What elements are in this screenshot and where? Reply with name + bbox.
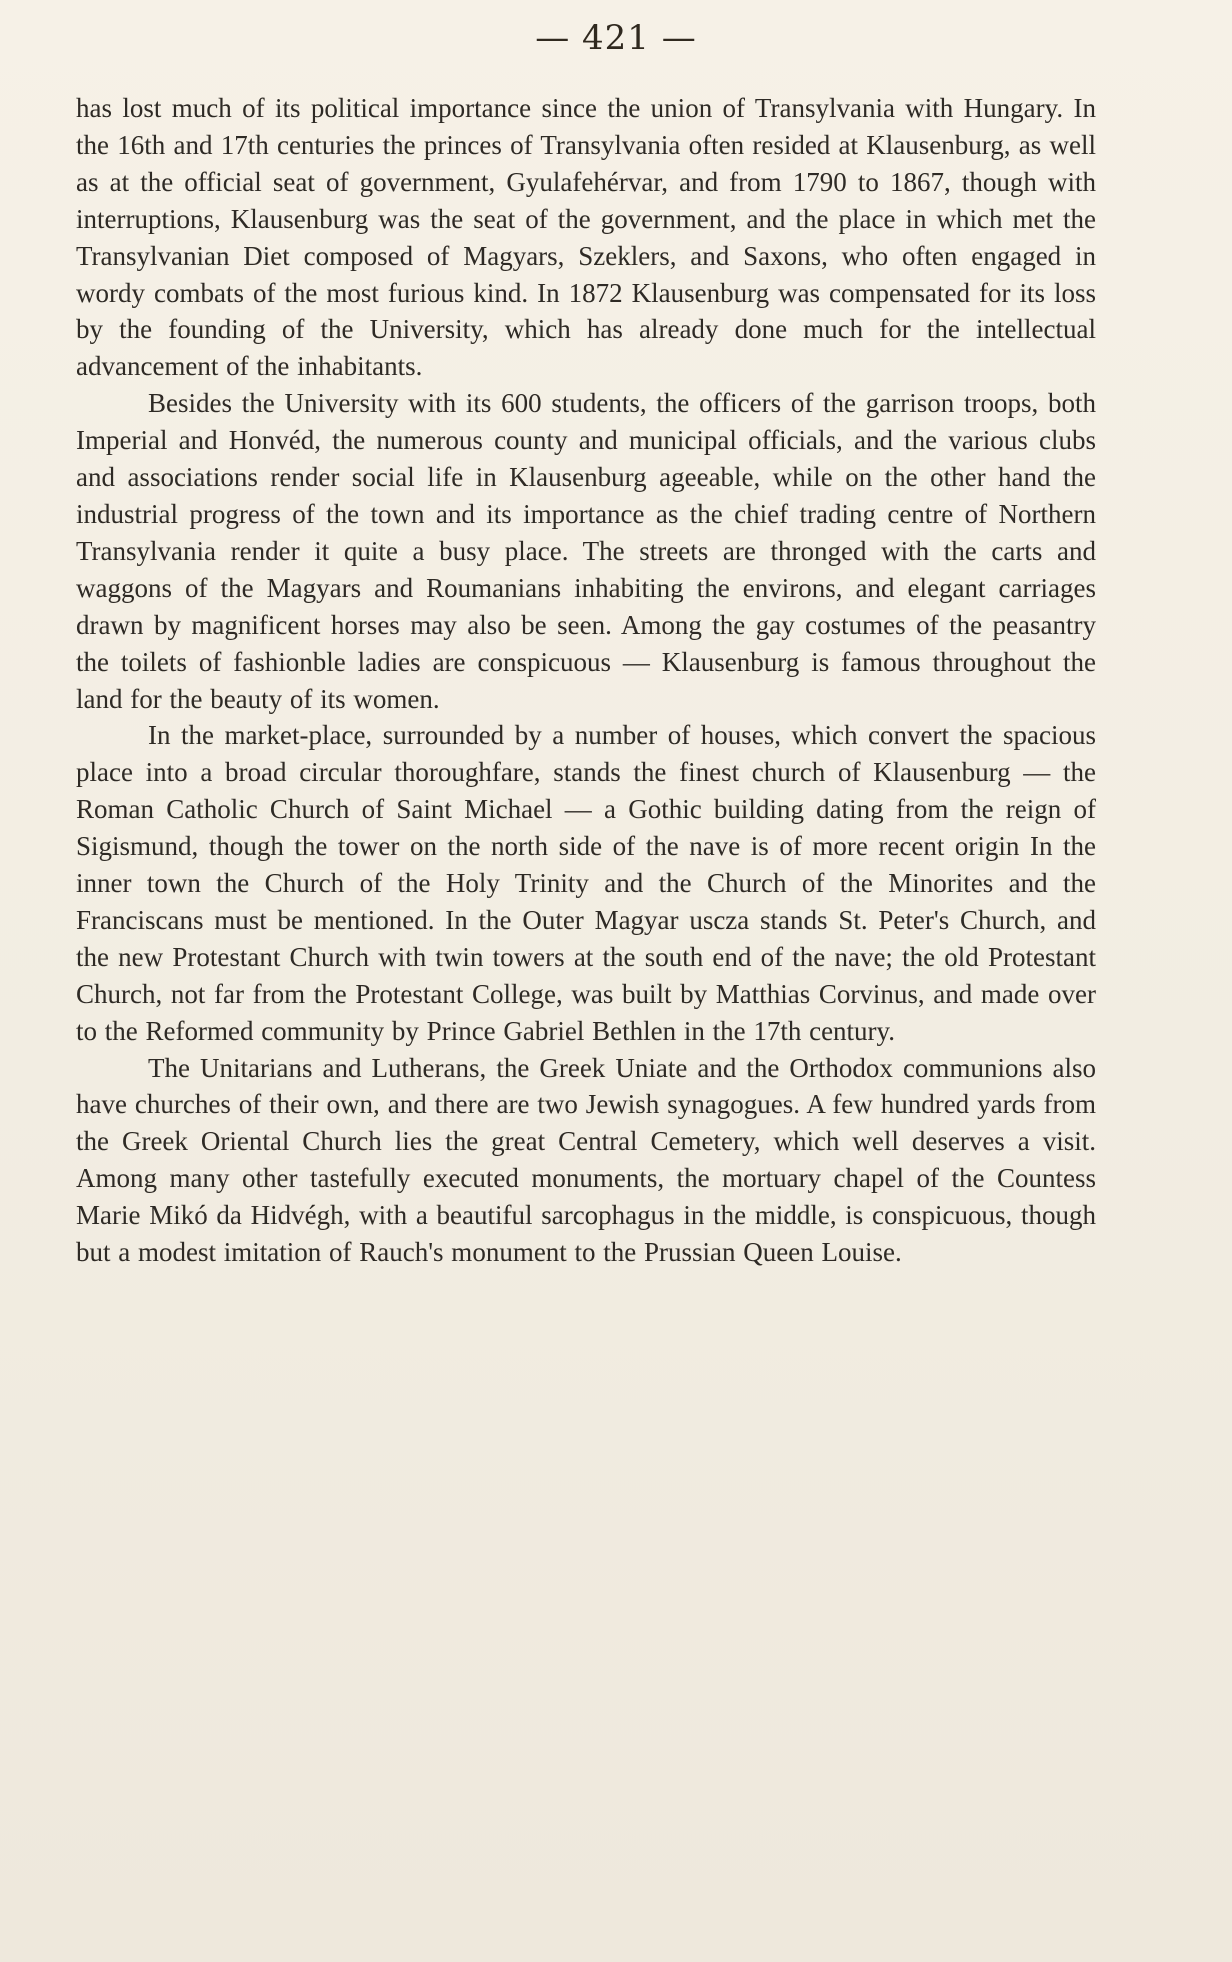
page-number: — 421 — [535, 18, 697, 58]
paragraph-4: The Unitarians and Lutherans, the Greek Uniate and the Orthodox communions also have churches of their own, and there are two Jewish synagogues. A few hundred yards from the Greek Oriental Church lies the great Central Cemetery, which well deserves a visit. Among many other tastefully executed monuments, the mortuary chapel of the Countess Marie Mikó da Hidvégh, with a beautiful sarcophagus in the middle, is conspicuous, though but a modest imitation of Rauch's monument to the Prussian Queen Louise. [76, 1052, 1096, 1268]
paragraph-3: In the market-place, surrounded by a number of houses, which convert the spacious place into a broad circular thoroughfare, stands the finest church of Klausenburg — the Roman Catholic Church of Saint Michael — a Gothic building dating from the reign of Sigismund, though the tower on the north side of the nave is of more recent origin In the inner town the Church of the Holy Trinity and the Church of the Minorites and the Franciscans must be mentioned. In the Outer Magyar uscza stands St. Peter's Church, and the new Protestant Church with twin towers at the south end of the nave; the old Protestant Church, not far from the Protestant College, was built by Matthias Corvinus, and made over to the Reformed community by Prince Gabriel Bethlen in the 17th century. [76, 720, 1096, 1046]
paragraph-1: has lost much of its political importance since the union of Transylvania with Hungary. In the 16th and 17th centuries the princes of Transylvania often resided at Klausenburg, as well as at the official seat of government, Gyulafehérvar, and from 1790 to 1867, though with interruptions, Klausenburg was the seat of the government, and the place in which met the Transylvanian Diet composed of Magyars, Szeklers, and Saxons, who often engaged in wordy combats of the most furious kind. In 1872 Klausenburg was compensated for its loss by the founding of the University, which has already done much for the intellectual advancement of the inhabitants. [76, 93, 1096, 382]
body-text [76, 90, 1096, 1271]
paragraph-2: Besides the University with its 600 students, the officers of the garrison troops, both Imperial and Honvéd, the numerous county and municipal officials, and the various clubs and associations render social life in Klausenburg ageeable, while on the other hand the industrial progress of the town and its importance as the chief trading centre of Northern Transylvania render it quite a busy place. The streets are thronged with the carts and waggons of the Magyars and Roumanians inhabiting the environs, and elegant carriages drawn by magnificent horses may also be seen. Among the gay costumes of the peasantry the toilets of fashionble ladies are conspicuous — Klausenburg is famous throughout the land for the beauty of its women. [76, 388, 1096, 714]
